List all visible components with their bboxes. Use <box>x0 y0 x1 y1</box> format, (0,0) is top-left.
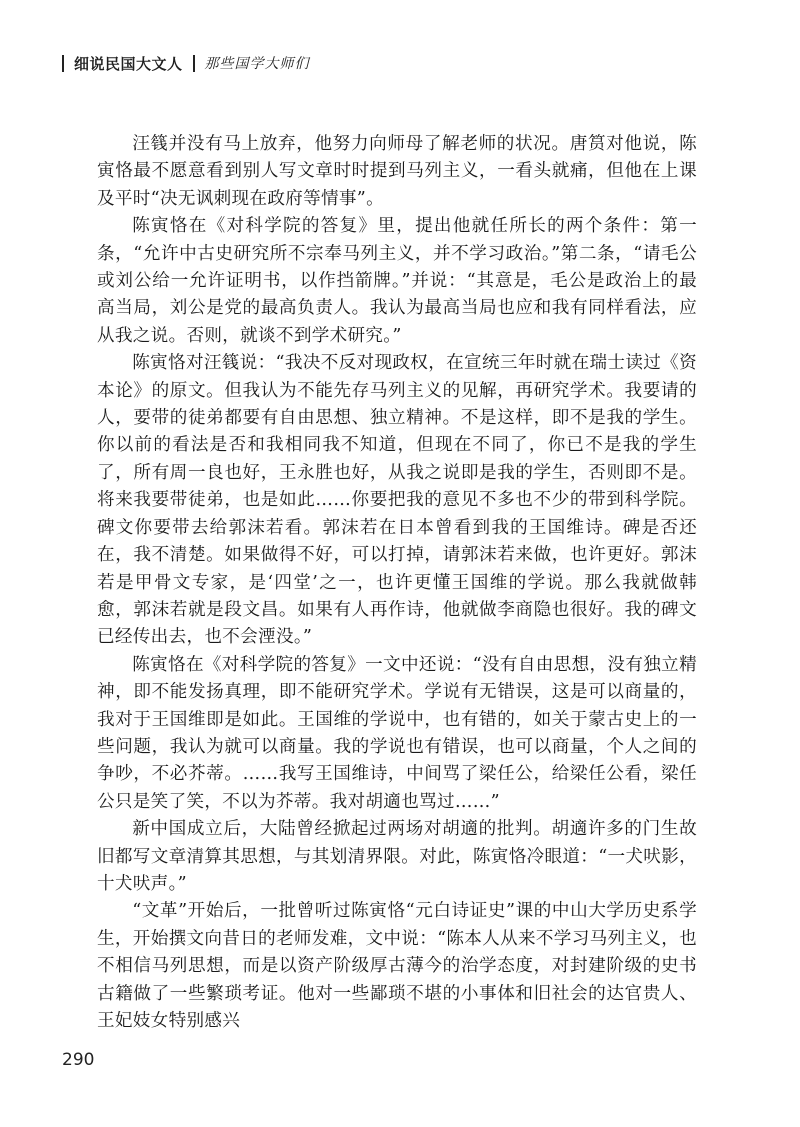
chapter-subtitle: 那些国学大师们 <box>204 56 310 72</box>
header-left-rule <box>62 55 64 72</box>
paragraph-6: “文革”开始后，一批曾听过陈寅恪“元白诗证史”课的中山大学历史系学生，开始撰文向昔日的老师发难，文中说：“陈本人从来不学习马列主义，也不相信马列思想，而是以资产阶级厚古薄今的治学态度，对封建阶级的史书古籍做了一些繁琐考证。他对一些鄙琐不堪的小事体和旧社会的达官贵人、王妃妓女特别感兴 <box>97 901 697 1031</box>
paragraph-5: 新中国成立后，大陆曾经掀起过两场对胡適的批判。胡適许多的门生故旧都写文章清算其思想，与其划清界限。对此，陈寅恪冷眼道：“一犬吠影，十犬吠声。” <box>97 819 697 894</box>
page-number: 290 <box>62 1050 95 1070</box>
paragraph-2: 陈寅恪在《对科学院的答复》里，提出他就任所长的两个条件：第一条，“允许中古史研究所不宗奉马列主义，并不学习政治。”第二条，“请毛公或刘公给一允许证明书，以作挡箭牌。”并说：“其意是，毛公是政治上的最高当局，刘公是党的最高负责人。我认为最高当局也应和我有同样看法，应从我之说。否则，就谈不到学术研究。” <box>97 216 697 346</box>
book-title: 细说民国大文人 <box>74 54 183 73</box>
running-header <box>62 52 310 74</box>
paragraph-4: 陈寅恪在《对科学院的答复》一文中还说：“没有自由思想，没有独立精神，即不能发扬真理，即不能研究学术。学说有无错误，这是可以商量的，我对于王国维即是如此。王国维的学说中，也有错的，如关于蒙古史上的一些问题，我认为就可以商量。我的学说也有错误，也可以商量，个人之间的争吵，不必芥蒂。……我写王国维诗，中间骂了梁任公，给梁任公看，梁任公只是笑了笑，不以为芥蒂。我对胡適也骂过……” <box>97 654 697 812</box>
paragraph-3: 陈寅恪对汪篯说：“我决不反对现政权，在宣统三年时就在瑞士读过《资本论》的原文。但我认为不能先存马列主义的见解，再研究学术。我要请的人，要带的徒弟都要有自由思想、独立精神。不是这样，即不是我的学生。你以前的看法是否和我相同我不知道，但现在不同了，你已不是我的学生了，所有周一良也好，王永胜也好，从我之说即是我的学生，否则即不是。将来我要带徒弟，也是如此……你要把我的意见不多也不少的带到科学院。碑文你要带去给郭沫若看。郭沫若在日本曾看到我的王国维诗。碑是否还在，我不清楚。如果做得不好，可以打掉，请郭沫若来做，也许更好。郭沫若是甲骨文专家，是‘四堂’之一，也许更懂王国维的学说。那么我就做韩愈，郭沫若就是段文昌。如果有人再作诗，他就做李商隐也很好。我的碑文已经传出去，也不会湮没。” <box>97 353 697 648</box>
body-text <box>97 131 697 1035</box>
header-separator <box>193 55 195 72</box>
paragraph-1: 汪篯并没有马上放弃，他努力向师母了解老师的状况。唐筼对他说，陈寅恪最不愿意看到别人写文章时时提到马列主义，一看头就痛，但他在上课及平时“决无讽刺现在政府等情事”。 <box>97 134 697 209</box>
